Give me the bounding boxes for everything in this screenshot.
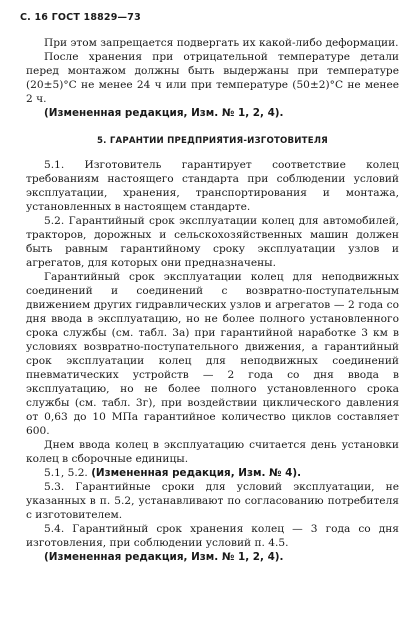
page-header: С. 16 ГОСТ 18829—73 [20, 12, 141, 23]
amendment-5-1-5-2 [26, 466, 399, 480]
clause-5-2-warranty-details: Гарантийный срок эксплуатации колец для неподвижных соединений и соединений с возвратно-поступательным движением других гидравлических узлов и агрегатов — 2 года со дня ввода в эксплуатацию, но не более полного установленного срока службы (см. табл. 3а) при гарантийной наработке 3 км в условиях возвратно-поступательного движения, а гарантийный срок эксплуатации колец для неподвижных соединений пневматических устройств — 2 года со дня ввода в эксплуатацию, но не более полного установленного срока службы (см. табл. 3г), при воздействии циклического давления от 0,63 до 10 МПа гарантийное количество циклов составляет 600. [26, 271, 399, 437]
amendment-note: (Измененная редакция, Изм. № 1, 2, 4). [44, 107, 284, 119]
clause-5-2: 5.2. Гарантийный срок эксплуатации колец для автомобилей, тракторов, дорожных и сельскохозяйственных машин должен быть равным гарантийному сроку эксплуатации узлов и агрегатов, для которых они предназначены. [26, 215, 399, 269]
clause-commissioning-day: Днем ввода колец в эксплуатацию считается день установки колец в сборочные единицы. [26, 439, 399, 465]
amendment-clause-numbers: 5.1, 5.2. [44, 467, 88, 479]
paragraph-deformation: При этом запрещается подвергать их какой-либо деформации. [44, 37, 399, 49]
document-body [26, 36, 399, 564]
amendment-note: (Измененная редакция, Изм. № 4). [91, 467, 302, 479]
paragraph-storage-temperature: После хранения при отрицательной температуре детали перед монтажом должны быть выдержаны при температуре (20±5)°С не менее 24 ч или при температуре (50±2)°С не менее 2 ч. [26, 51, 399, 105]
clause-5-1: 5.1. Изготовитель гарантирует соответствие колец требованиям настоящего стандарта при соблюдении условий эксплуатации, хранения, транспортирования и монтажа, установленных в настоящем стандарте. [26, 159, 399, 213]
amendment-note: (Измененная редакция, Изм. № 1, 2, 4). [44, 551, 284, 563]
clause-5-3: 5.3. Гарантийные сроки для условий эксплуатации, не указанных в п. 5.2, устанавливают по согласованию потребителя с изготовителем. [26, 481, 399, 521]
clause-5-4: 5.4. Гарантийный срок хранения колец — 3 года со дня изготовления, при соблюдении условий п. 4.5. [26, 523, 399, 549]
section-title: 5. ГАРАНТИИ ПРЕДПРИЯТИЯ-ИЗГОТОВИТЕЛЯ [97, 136, 328, 146]
